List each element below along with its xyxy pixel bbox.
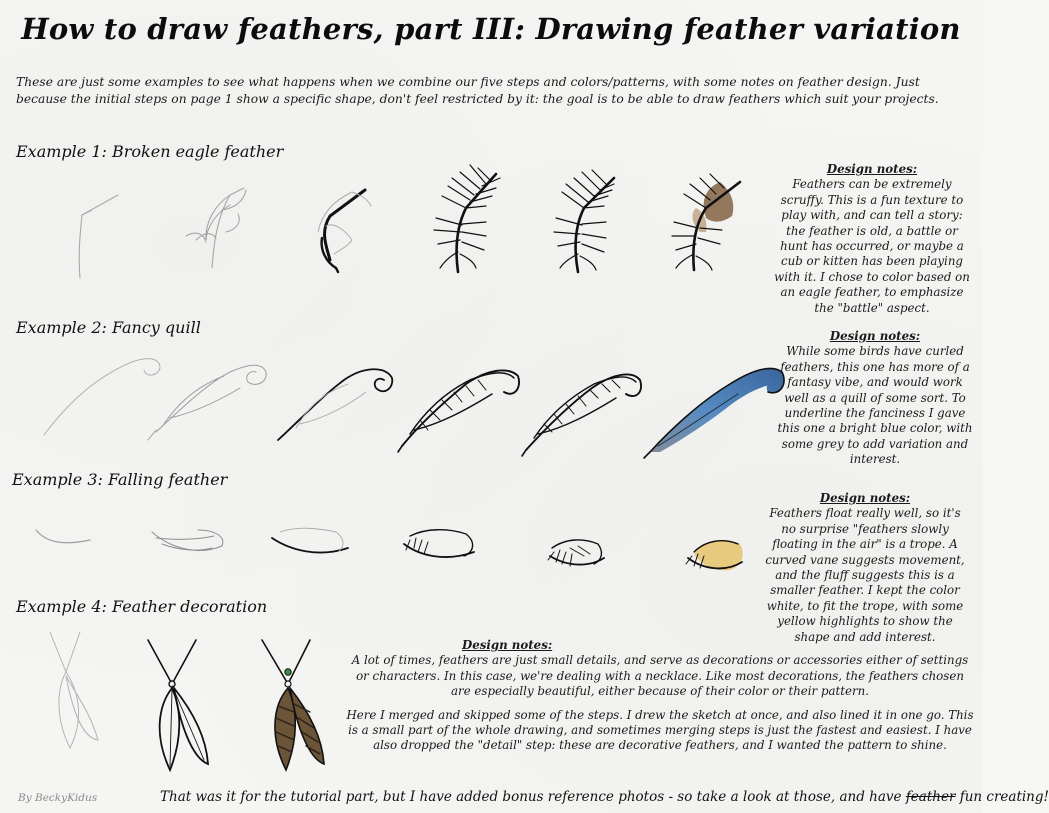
example-1-step-1-sketch (79, 195, 118, 278)
example-1-step-3-lined (318, 190, 371, 272)
example-3-step-1-sketch (36, 530, 90, 543)
example-1-step-4-detailed (434, 165, 500, 272)
example-4-heading: Example 4: Feather decoration (16, 597, 268, 616)
example-2-step-3-lined (278, 369, 392, 440)
example-2-heading: Example 2: Fancy quill (16, 318, 201, 337)
example-4-notes-paragraph-2: Here I merged and skipped some of the steps. I drew the sketch at once, and also lined it in one go. This is a small part of the whole drawing, and sometimes merging steps is just the fastest and easiest. I have also dropped the "detail" step: these are decorative feathers, and I wanted the pattern to shine. (346, 707, 974, 753)
example-1-step-6-colored (672, 174, 740, 270)
example-4-step-2-lined (148, 640, 208, 770)
example-3-heading: Example 3: Falling feather (12, 470, 228, 489)
example-3-step-4-detailed (404, 530, 474, 557)
example-4-step-1-sketch (50, 632, 98, 748)
example-4-step-3-colored (262, 640, 324, 770)
example-2-step-4-detailed (398, 370, 519, 452)
example-3-notes-text: Feathers float really well, so it's no surprise "feathers slowly floating in the air" is a trope. A curved vane suggests movement, and the fluff suggests this is a smaller feather. I kept the color white, to fit the trope, with some yellow highlights to show the shape and add interest. (765, 506, 965, 644)
example-2-step-6-colored (644, 368, 784, 458)
footer-text-after: fun creating! (955, 789, 1049, 805)
intro-text: These are just some examples to see what happens when we combine our five steps and colors/patterns, with some notes on feather design. Just because the initial steps on page 1 show a specific shape, don't feel restricted by it: the goal is to be able to draw feathers which suit your projects. (16, 75, 939, 106)
example-2-notes-text: While some birds have curled feathers, this one has more of a fantasy vibe, and would work well as a quill of some sort. To underline the fanciness I gave this one a bright blue color, with some grey to add variation and interest. (777, 344, 973, 467)
example-1-step-5-shaded (554, 170, 614, 272)
example-1-step-2-sketch (186, 188, 246, 268)
example-4-notes-heading: Design notes: (462, 638, 553, 652)
example-3-step-3-lined (272, 528, 348, 552)
example-4-notes-paragraph-1: A lot of times, feathers are just small details, and serve as decorations or accessories either of settings or characters. In this case, we're dealing with a necklace. Like most decorations, the feathers chosen are especially beautiful, either because of their color or their pattern. (351, 653, 969, 699)
example-1-notes-text: Feathers can be extremely scruffy. This is a fun texture to play with, and can tell a story: the feather is old, a battle or hunt has occurred, or maybe a cub or kitten has been playing with it. I chose to color based on an eagle feather, to emphasize the "battle" aspect. (774, 177, 970, 315)
example-1-notes-heading: Design notes: (826, 162, 918, 176)
example-2-notes-heading: Design notes: (829, 329, 921, 343)
example-3-step-5-shaded (548, 540, 604, 566)
footer-struck-word: feather (905, 789, 956, 805)
page-title: How to draw feathers, part III: Drawing feather variation (21, 12, 961, 46)
example-3-step-2-sketch (152, 530, 223, 550)
example-3-notes-heading: Design notes: (819, 491, 911, 505)
example-2-step-2-sketch (148, 365, 266, 440)
example-3-step-6-colored (686, 540, 743, 570)
example-2-step-5-shaded (522, 374, 641, 456)
artist-signature: By BeckyKidus (18, 792, 98, 804)
example-2-step-1-sketch (44, 359, 160, 435)
footer-text-before: That was it for the tutorial part, but I have added bonus reference photos - so take a look at those, and have (160, 789, 906, 805)
example-1-heading: Example 1: Broken eagle feather (16, 142, 284, 161)
